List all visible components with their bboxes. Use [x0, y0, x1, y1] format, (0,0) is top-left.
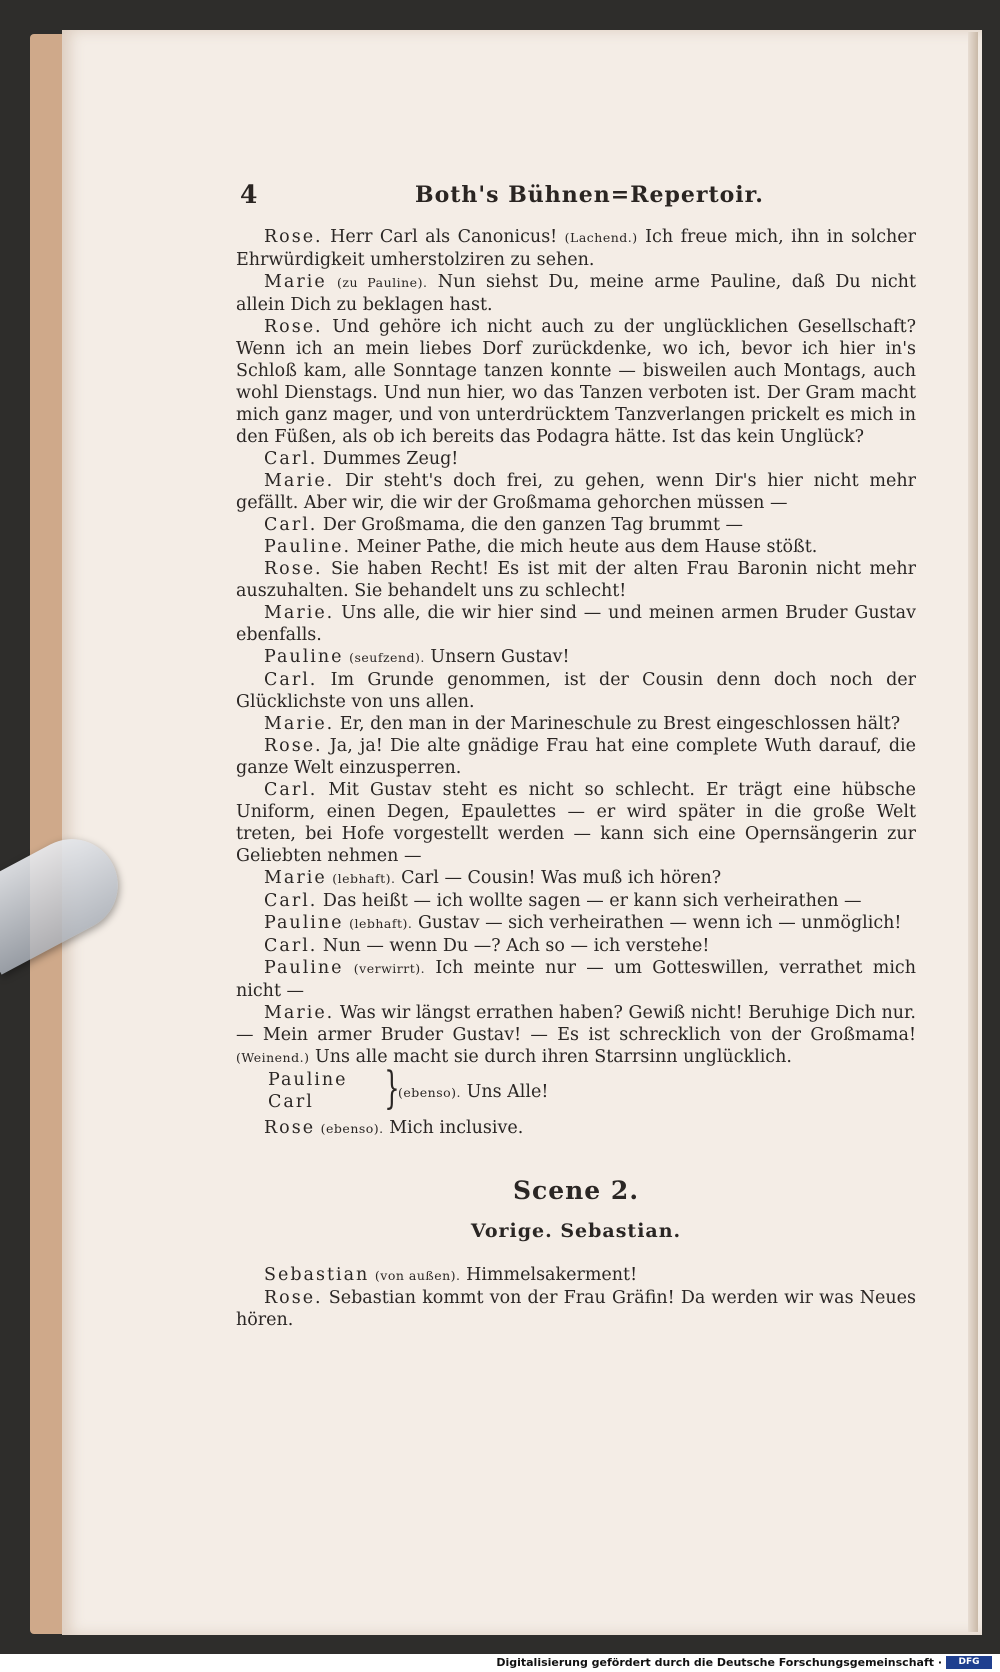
running-title: Both's Bühnen=Repertoir. — [415, 182, 764, 208]
speech-text: Uns alle, die wir hier sind — und meinen armen Bruder Gustav ebenfalls. — [236, 603, 916, 645]
speech-text: Himmelsakerment! — [460, 1265, 638, 1285]
speech-text: Das heißt — ich wollte sagen — er kann sich verheirathen — — [317, 891, 862, 911]
dialogue-paragraph — [236, 1002, 916, 1069]
dialogue-paragraph — [236, 1117, 916, 1140]
dialogue-paragraph — [236, 470, 916, 514]
speaker-name: Rose — [264, 1118, 316, 1138]
speaker-name: Carl. — [264, 780, 318, 800]
dialogue-paragraph — [236, 912, 916, 935]
brace-speech — [268, 1063, 916, 1117]
stage-direction: (ebenso). — [320, 1121, 384, 1136]
speaker-name: Pauline — [264, 958, 344, 978]
dialogue-paragraph — [236, 935, 916, 957]
speech-text: Ich meinte nur — um Gotteswillen, verrathet mich nicht — — [236, 958, 916, 1001]
speaker-name: Rose. — [264, 227, 323, 247]
speech-text: Meiner Pathe, die mich heute aus dem Hause stößt. — [351, 537, 818, 557]
speaker-name: Carl. — [264, 936, 318, 956]
brace-speech-text: Uns Alle! — [466, 1082, 549, 1102]
scene-cast: Vorige. Sebastian. — [470, 1220, 682, 1242]
dialogue-block-end — [236, 1117, 916, 1140]
speech-text: Unsern Gustav! — [424, 647, 570, 667]
dialogue-paragraph — [236, 646, 916, 669]
dialogue-paragraph — [236, 890, 916, 912]
brace-speakers — [268, 1069, 348, 1113]
speaker-name: Marie — [264, 272, 327, 292]
speech-text: Nun — wenn Du —? Ach so — ich verstehe! — [317, 936, 710, 956]
stage-direction: (Lachend.) — [564, 230, 638, 245]
dialogue-paragraph — [236, 602, 916, 646]
dialogue-paragraph — [236, 735, 916, 779]
speaker-name: Pauline. — [264, 537, 352, 557]
speech-text: Er, den man in der Marineschule zu Brest eingeschlossen hält? — [334, 714, 901, 734]
dialogue-paragraph — [236, 713, 916, 735]
dialogue-paragraph — [236, 536, 916, 558]
dialogue-paragraph — [236, 226, 916, 271]
speech-text: Ja, ja! Die alte gnädige Frau hat eine complete Wuth darauf, die ganze Welt einzusperren. — [236, 736, 916, 778]
dialogue-paragraph — [236, 669, 916, 713]
speaker-name: Marie. — [264, 603, 335, 623]
brace-stage-direction: (ebenso). — [398, 1085, 462, 1100]
brace-speaker-1: Pauline — [268, 1070, 348, 1090]
speech-text: Nun siehst Du, meine arme Pauline, daß Du nicht allein Dich zu beklagen hast. — [236, 272, 916, 315]
speech-text: Was wir längst errathen haben? Gewiß nicht! Beruhige Dich nur. — Mein armer Bruder Gustav! — Es ist schrecklich von der Großmama! — [236, 1003, 916, 1045]
stage-direction: (seufzend). — [349, 650, 425, 665]
main-text — [236, 226, 916, 1331]
speech-text: Gustav — sich verheirathen — wenn ich — unmöglich! — [412, 913, 902, 933]
speaker-name: Pauline — [264, 913, 344, 933]
dialogue-paragraph — [236, 271, 916, 316]
running-head — [240, 180, 920, 214]
speech-text: Mich inclusive. — [383, 1118, 524, 1138]
dialogue-paragraph — [236, 779, 916, 867]
dfg-logo: DFG — [946, 1656, 992, 1669]
speaker-name: Carl. — [264, 515, 318, 535]
stage-direction: (verwirrt). — [353, 961, 426, 976]
stage-direction: (zu Pauline). — [337, 275, 428, 290]
speaker-name: Marie. — [264, 714, 335, 734]
speech-text: Der Großmama, die den ganzen Tag brummt — — [317, 515, 744, 535]
curly-brace-icon: } — [384, 1063, 400, 1114]
speech-text: Mit Gustav steht es nicht so schlecht. Er trägt eine hübsche Uniform, einen Degen, Epaulettes — er wird später in die große Welt treten, bei Hofe vorgestellt werden — kann sich eine Opernsängerin zur Geliebten nehmen — — [236, 780, 916, 866]
dialogue-paragraph — [236, 1287, 916, 1331]
speaker-name: Carl. — [264, 670, 318, 690]
dialogue-paragraph — [236, 1264, 916, 1287]
speech-text: Herr Carl als Canonicus! — [322, 227, 565, 247]
stage-direction: (von außen). — [374, 1268, 461, 1283]
speaker-name: Sebastian — [264, 1265, 370, 1285]
speech-text: Dir steht's doch frei, zu gehen, wenn Dir's hier nicht mehr gefällt. Aber wir, die wir der Großmama gehorchen müssen — — [236, 471, 916, 513]
dialogue-paragraph — [236, 957, 916, 1002]
dialogue-paragraph — [236, 448, 916, 470]
speaker-name: Marie — [264, 868, 327, 888]
brace-speaker-2: Carl — [268, 1092, 314, 1112]
speech-text: Im Grunde genommen, ist der Cousin denn doch noch der Glücklichste von uns allen. — [236, 670, 916, 712]
speaker-name: Rose. — [264, 317, 323, 337]
dialogue-paragraph — [236, 867, 916, 890]
speaker-name: Rose. — [264, 1288, 323, 1308]
speaker-name: Marie. — [264, 1003, 335, 1023]
speech-text: Ich freue mich, ihn in solcher Ehrwürdigkeit umherstolziren zu sehen. — [236, 227, 916, 270]
speech-text — [344, 958, 354, 978]
page-stack-edge — [968, 32, 978, 1632]
speaker-name: Rose. — [264, 559, 323, 579]
speech-text: Carl — Cousin! Was muß ich hören? — [395, 868, 722, 888]
scene-dialogue — [236, 1264, 916, 1331]
speech-text: Uns alle macht sie durch ihren Starrsinn unglücklich. — [309, 1047, 792, 1067]
dialogue-block — [236, 226, 916, 1069]
speech-text: Und gehöre ich nicht auch zu der unglücklichen Gesellschaft? Wenn ich an mein liebes Dorf zurückdenke, wo ich, bevor ich hier in's Schloß kam, alle Sonntage tanzen konnte — bisweilen auch Montags, auch wohl Dienstags. Und nun hier, wo das Tanzen verboten ist. Der Gram macht mich ganz mager, und von unterdrücktem Tanzverlangen prickelt es mich in den Füßen, als ob ich bereits das Podagra hätte. Ist das kein Unglück? — [236, 317, 916, 447]
speech-text: Sebastian kommt von der Frau Gräfin! Da werden wir was Neues hören. — [236, 1288, 916, 1330]
dialogue-paragraph — [236, 558, 916, 602]
stage-direction: (Weinend.) — [236, 1050, 310, 1065]
speaker-name: Pauline — [264, 647, 344, 667]
dialogue-paragraph — [236, 514, 916, 536]
page-number: 4 — [240, 180, 258, 209]
brace-line — [398, 1081, 548, 1104]
scene-heading: Scene 2. — [512, 1176, 640, 1205]
speech-text: Sie haben Recht! Es ist mit der alten Frau Baronin nicht mehr auszuhalten. Sie behandelt uns zu schlecht! — [236, 559, 916, 601]
speaker-name: Carl. — [264, 891, 318, 911]
stage-direction: (lebhaft). — [349, 916, 413, 931]
stage-direction: (lebhaft). — [332, 871, 396, 886]
speaker-name: Marie. — [264, 471, 335, 491]
speech-text — [327, 272, 337, 292]
footer-credit: Digitalisierung gefördert durch die Deutsche Forschungsgemeinschaft · — [496, 1656, 942, 1669]
dialogue-paragraph — [236, 316, 916, 448]
speaker-name: Carl. — [264, 449, 318, 469]
speaker-name: Rose. — [264, 736, 323, 756]
speech-text: Dummes Zeug! — [317, 449, 459, 469]
